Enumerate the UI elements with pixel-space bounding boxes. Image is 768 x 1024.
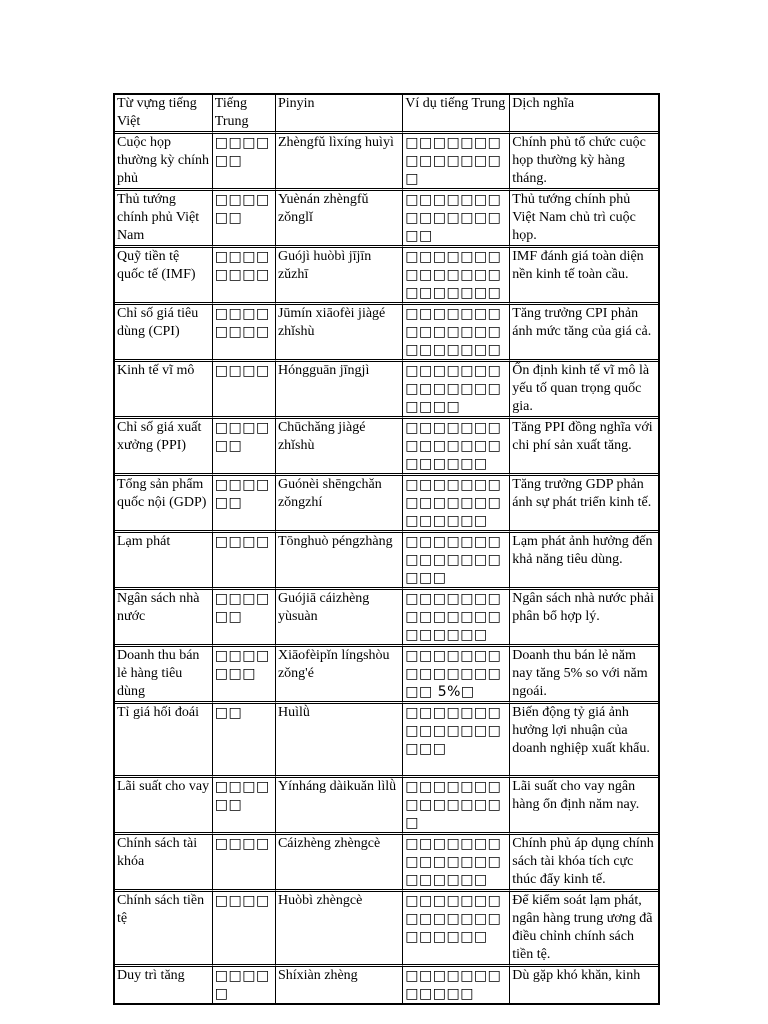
cell-chinese-term: □□□□□□ — [213, 134, 276, 191]
cell-chinese-example: □□□□□□□□□□□□□□□□□ — [403, 533, 510, 590]
cell-pinyin: Chūchǎng jiàgé zhǐshù — [276, 419, 403, 476]
cell-pinyin: Hóngguān jīngjì — [276, 362, 403, 419]
cell-chinese-example: □□□□□□□□□□□□□□□□□□□□ — [403, 835, 510, 892]
cell-vietnamese-term: Quỹ tiền tệ quốc tế (IMF) — [115, 248, 213, 305]
cell-pinyin: Huìlǜ — [276, 704, 403, 778]
cell-vietnamese-term: Chỉ số giá tiêu dùng (CPI) — [115, 305, 213, 362]
cell-chinese-example: □□□□□□□□□□□□□□□□□□□□ — [403, 590, 510, 647]
vocabulary-table — [113, 93, 660, 1005]
cell-translation: Để kiểm soát lạm phát, ngân hàng trung ương đã điều chỉnh chính sách tiền tệ. — [510, 892, 658, 967]
table-row — [115, 647, 658, 704]
cell-pinyin: Guójì huòbì jījīn zǔzhī — [276, 248, 403, 305]
cell-translation: Ngân sách nhà nước phải phân bổ hợp lý. — [510, 590, 658, 647]
table-row — [115, 419, 658, 476]
cell-pinyin: Jūmín xiāofèi jiàgé zhǐshù — [276, 305, 403, 362]
cell-translation: Chính phủ tổ chức cuộc họp thường kỳ hàng tháng. — [510, 134, 658, 191]
cell-translation: IMF đánh giá toàn diện nền kinh tế toàn cầu. — [510, 248, 658, 305]
cell-vietnamese-term: Doanh thu bán lẻ hàng tiêu dùng — [115, 647, 213, 704]
cell-translation: Tăng trưởng GDP phản ánh sự phát triển kinh tế. — [510, 476, 658, 533]
table-row — [115, 590, 658, 647]
cell-pinyin: Zhèngfǔ lìxíng huìyì — [276, 134, 403, 191]
cell-vietnamese-term: Chỉ số giá xuất xưởng (PPI) — [115, 419, 213, 476]
cell-chinese-term: □□□□□□ — [213, 191, 276, 248]
table-row — [115, 134, 658, 191]
cell-vietnamese-term: Thủ tướng chính phủ Việt Nam — [115, 191, 213, 248]
cell-chinese-term: □□□□□ — [213, 967, 276, 1003]
table-row — [115, 362, 658, 419]
cell-chinese-example: □□□□□□□□□□□□□□□ — [403, 134, 510, 191]
table-row — [115, 305, 658, 362]
cell-chinese-example: □□□□□□□□□□□□□□□□□□□□□ — [403, 305, 510, 362]
cell-vietnamese-term: Ngân sách nhà nước — [115, 590, 213, 647]
cell-translation: Chính phủ áp dụng chính sách tài khóa tích cực thúc đẩy kinh tế. — [510, 835, 658, 892]
cell-chinese-term: □□□□□□□ — [213, 647, 276, 704]
cell-chinese-term: □□□□□□□□ — [213, 305, 276, 362]
cell-chinese-term: □□□□ — [213, 362, 276, 419]
cell-pinyin: Yínháng dàikuǎn lìlǜ — [276, 778, 403, 835]
cell-chinese-term: □□□□□□ — [213, 778, 276, 835]
table-row — [115, 191, 658, 248]
cell-chinese-term: □□□□□□□□ — [213, 248, 276, 305]
cell-translation: Dù gặp khó khăn, kinh — [512, 968, 641, 983]
header-chinese: Tiếng Trung — [213, 95, 276, 134]
cell-translation: Ổn định kinh tế vĩ mô là yếu tố quan trọng quốc gia. — [510, 362, 658, 419]
cell-chinese-example: □□□□□□□□□□□□□□□□□□ — [403, 362, 510, 419]
cell-translation: Biến động tỷ giá ảnh hưởng lợi nhuận của doanh nghiệp xuất khẩu. — [510, 704, 658, 778]
cell-chinese-term: □□ — [213, 704, 276, 778]
header-vietnamese-term: Từ vựng tiếng Việt — [115, 95, 213, 134]
cell-pinyin: Guójiā cáizhèng yùsuàn — [276, 590, 403, 647]
header-chinese-example: Ví dụ tiếng Trung — [403, 95, 510, 134]
cell-pinyin: Xiāofèipǐn língshòu zǒng'é — [276, 647, 403, 704]
cell-vietnamese-term: Lãi suất cho vay — [115, 778, 213, 835]
cell-chinese-example: □□□□□□□□□□□□□□□□□ — [403, 704, 510, 778]
cell-translation: Tăng trưởng CPI phản ánh mức tăng của giá cả. — [510, 305, 658, 362]
table-row — [115, 778, 658, 835]
cell-pinyin: Cáizhèng zhèngcè — [276, 835, 403, 892]
table-row — [115, 892, 658, 967]
cell-chinese-example: □□□□□□□□□□□□ — [403, 967, 510, 1003]
cell-translation: Doanh thu bán lẻ năm nay tăng 5% so với năm ngoái. — [510, 647, 658, 704]
cell-vietnamese-term: Tổng sản phẩm quốc nội (GDP) — [115, 476, 213, 533]
cell-chinese-term: □□□□ — [213, 892, 276, 967]
cell-pinyin: Tōnghuò péngzhàng — [276, 533, 403, 590]
cell-chinese-example: □□□□□□□□□□□□□□□□□□□□ — [403, 476, 510, 533]
cell-chinese-term: □□□□□□ — [213, 476, 276, 533]
cell-vietnamese-term: Cuộc họp thường kỳ chính phủ — [115, 134, 213, 191]
cell-chinese-example: □□□□□□□□□□□□□□□□□□□□□ — [403, 248, 510, 305]
cell-pinyin: Huòbì zhèngcè — [276, 892, 403, 967]
table-row — [115, 533, 658, 590]
cell-chinese-example: □□□□□□□□□□□□□□□□□□□□ — [403, 419, 510, 476]
cell-vietnamese-term: Chính sách tài khóa — [115, 835, 213, 892]
cell-pinyin: Guónèi shēngchǎn zǒngzhí — [276, 476, 403, 533]
cell-vietnamese-term: Tỉ giá hối đoái — [115, 704, 213, 778]
cell-chinese-example: □□□□□□□□□□□□□□□□ 5%□ — [403, 647, 510, 704]
table-row — [115, 967, 658, 1003]
table-row — [115, 835, 658, 892]
table-row — [115, 248, 658, 305]
cell-pinyin: Yuènán zhèngfǔ zǒnglǐ — [276, 191, 403, 248]
header-translation: Dịch nghĩa — [510, 95, 658, 134]
cell-chinese-example: □□□□□□□□□□□□□□□ — [403, 778, 510, 835]
cell-vietnamese-term: Duy trì tăng — [115, 967, 213, 1003]
cell-chinese-example: □□□□□□□□□□□□□□□□□□□□ — [403, 892, 510, 967]
cell-vietnamese-term: Lạm phát — [115, 533, 213, 590]
cell-translation: Tăng PPI đồng nghĩa với chi phí sản xuất tăng. — [510, 419, 658, 476]
table-row — [115, 476, 658, 533]
cell-chinese-term: □□□□□□ — [213, 590, 276, 647]
cell-translation: Thủ tướng chính phủ Việt Nam chủ trì cuộc họp. — [510, 191, 658, 248]
cell-translation: Lãi suất cho vay ngân hàng ổn định năm nay. — [510, 778, 658, 835]
table-header-row — [115, 95, 658, 134]
cell-vietnamese-term: Chính sách tiền tệ — [115, 892, 213, 967]
cell-chinese-term: □□□□ — [213, 835, 276, 892]
cell-translation: Lạm phát ảnh hưởng đến khả năng tiêu dùng. — [510, 533, 658, 590]
cell-chinese-example: □□□□□□□□□□□□□□□□ — [403, 191, 510, 248]
cell-pinyin: Shíxiàn zhèng — [276, 967, 403, 1003]
cell-chinese-term: □□□□□□ — [213, 419, 276, 476]
header-pinyin: Pinyin — [276, 95, 403, 134]
cell-vietnamese-term: Kinh tế vĩ mô — [115, 362, 213, 419]
cell-chinese-term: □□□□ — [213, 533, 276, 590]
table-row — [115, 704, 658, 778]
